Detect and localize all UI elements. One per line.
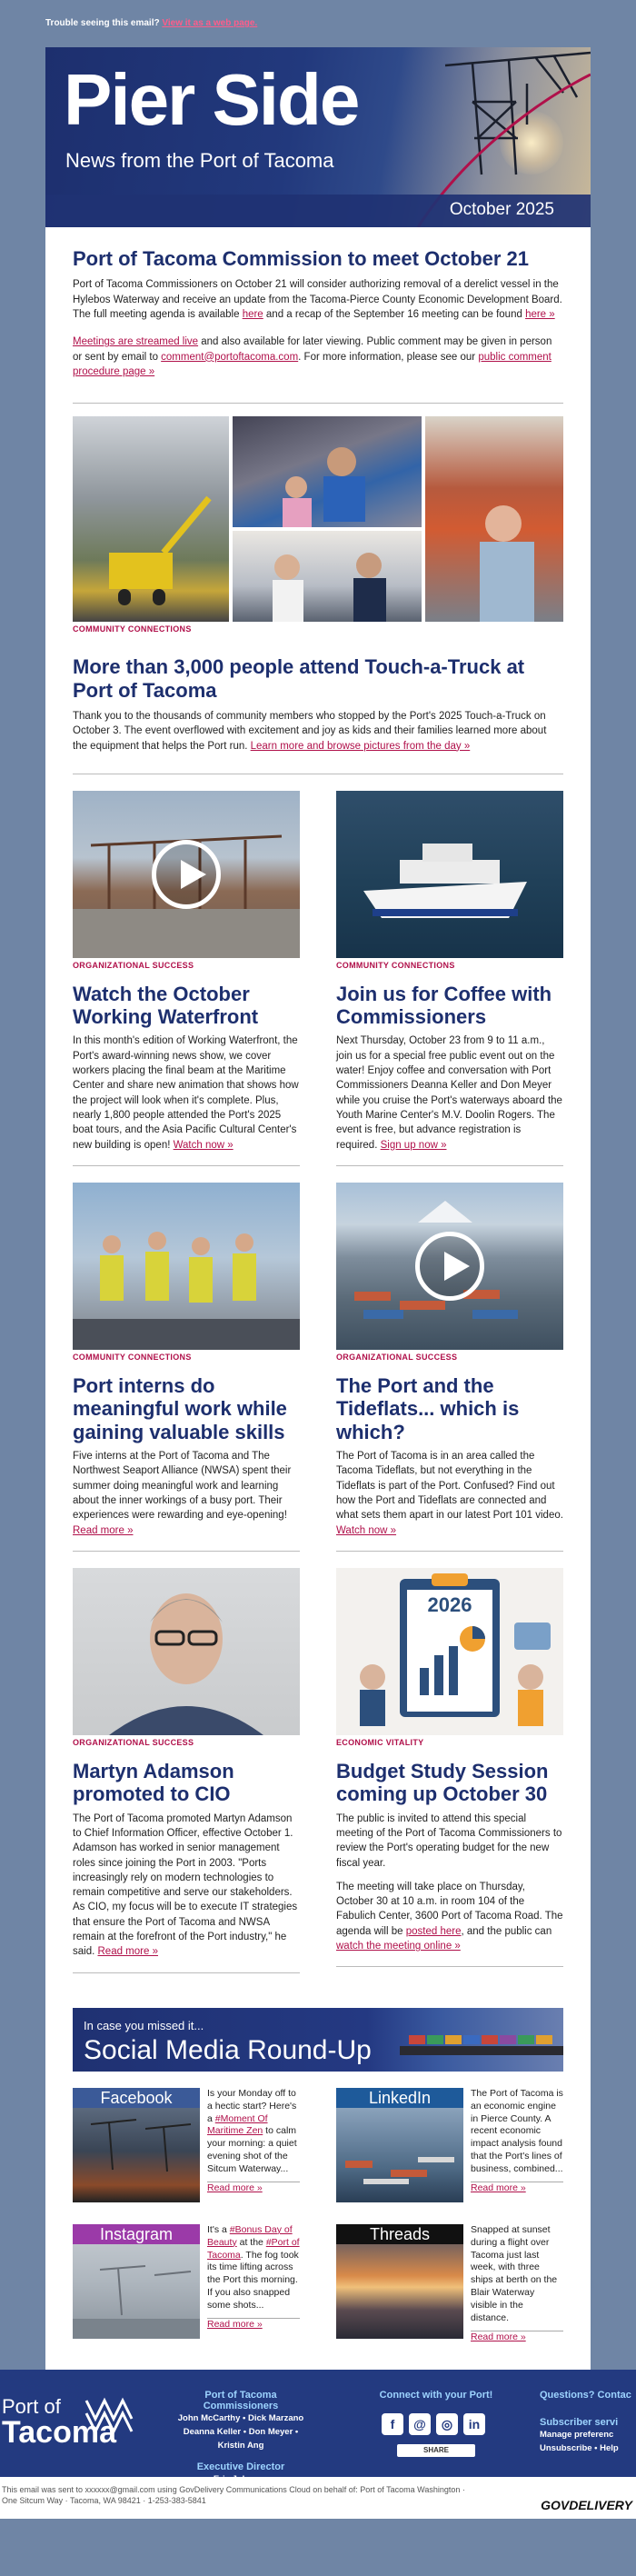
commissioners-line-1: John McCarthy • Dick Marzano (177, 2412, 304, 2423)
email-body (45, 47, 591, 2370)
logo-top-text: Port of (2, 2394, 61, 2418)
social-banner-small: In case you missed it... (84, 2018, 204, 2032)
crowd-photo (73, 416, 229, 622)
facebook-post (73, 2088, 300, 2202)
footer (0, 2370, 636, 2477)
threads-post (336, 2224, 563, 2344)
instagram-label: Instagram (73, 2224, 200, 2244)
port-of-tacoma-logo[interactable] (2, 2394, 138, 2461)
threads-post-image[interactable] (336, 2224, 463, 2339)
touch-a-truck-photo-collage[interactable] (73, 416, 563, 622)
unsubscribe-help-link[interactable]: Unsubscribe • Help (540, 2442, 619, 2453)
logo-wave-icon (82, 2391, 136, 2437)
newsletter-title: Pier Side (64, 59, 359, 140)
post-text: Is your Monday off to a hectic start? Here's a (207, 2087, 297, 2124)
play-icon[interactable] (415, 1232, 484, 1301)
article-heading: Budget Study Session coming up October 30 (336, 1759, 549, 1806)
disclaimer-line-1: This email was sent to xxxxxx@gmail.com using GovDelivery Communications Cloud on behalf of: Port of Tacoma Washington · (2, 2484, 465, 2494)
commission-paragraph-2 (73, 334, 563, 379)
article-text: Five interns at the Port of Tacoma and The Northwest Seaport Alliance (NWSA) spent their summer doing meaningful work and learning about the inner workings of a busy port. Their experiences were rewarding and eye-opening! (73, 1450, 292, 1522)
touch-a-truck-tag: COMMUNITY CONNECTIONS (73, 624, 192, 634)
commissioners-line-2: Deanna Keller • Don Meyer • Kristin Ang (183, 2426, 299, 2451)
hashtag-link[interactable]: #Port of Tacoma (207, 2236, 300, 2261)
newsletter-subtitle: News from the Port of Tacoma (65, 149, 334, 172)
article-heading: Watch the October Working Waterfront (73, 982, 259, 1029)
article-tag: COMMUNITY CONNECTIONS (336, 960, 455, 970)
linkedin-post-text (463, 2088, 563, 2202)
read-more-link[interactable]: Read more » (471, 2331, 526, 2342)
article-body (73, 1033, 300, 1153)
connect-title: Connect with your Port! (379, 2389, 493, 2401)
article-body (73, 1449, 300, 1538)
coffee-with-commissioners-article (336, 791, 563, 1166)
divider (73, 1972, 300, 1973)
public-comment-link[interactable]: public comment procedure page » (73, 351, 552, 377)
post-text: The Port of Tacoma is an economic engine in Pierce County. A recent economic impact analysis found that the Port's lines of business, combined... (471, 2087, 563, 2174)
facebook-post-image[interactable] (73, 2088, 200, 2202)
commission-article (45, 227, 591, 403)
masthead-banner (45, 47, 591, 227)
subscriber-services-title: Subscriber servi (540, 2416, 619, 2428)
executive-director-title: Executive Director (196, 2461, 285, 2473)
read-more-link[interactable]: Read more » (207, 2182, 263, 2193)
hashtag-link[interactable]: #Bonus Day of Beauty (207, 2223, 293, 2248)
article-tag: ORGANIZATIONAL SUCCESS (336, 1353, 458, 1363)
questions-link[interactable]: Questions? Contac (540, 2389, 631, 2401)
commission-text: and also available for later viewing. Public comment may be given in person or sent by email to (73, 336, 552, 363)
linkedin-post (336, 2088, 563, 2202)
bottom-disclaimer (0, 2477, 636, 2519)
article-body: The public is invited to attend this special meeting of the Port of Tacoma Commissioners to review the Port's operating budget for the new fiscal year. (336, 1812, 562, 1869)
martyn-adamson-article (73, 1568, 300, 1973)
post-text: at the (236, 2236, 266, 2248)
commission-text: and a recap of the September 16 meeting can be found (263, 308, 526, 320)
facebook-post-text (200, 2088, 300, 2202)
threads-post-text (463, 2224, 563, 2344)
commissioners-column (173, 2390, 309, 2487)
post-text: . The fog took its time lifting across the Port this morning. If you also snapped some shots... (207, 2249, 299, 2311)
logo-bottom-text: Tacoma (2, 2414, 116, 2450)
agenda-posted-link[interactable]: posted here (405, 1925, 462, 1937)
article-body (336, 1033, 563, 1153)
social-media-banner (73, 2008, 563, 2072)
watch-now-link[interactable]: Watch now » (336, 1524, 397, 1536)
port-interns-article (73, 1183, 300, 1552)
article-text: Next Thursday, October 23 from 9 to 11 a.m., join us for a special free public event out on the water! Enjoy coffee and conversation with Port Commissioners Deanna Keller and Don Meyer while you cruise the Port's waterways aboard the Youth Marine Center's M.V. Doolin Rogers. The event is free, but advance registration is required. (336, 1035, 562, 1151)
commissioners-title: Port of Tacoma Commissioners (203, 2389, 279, 2411)
linkedin-post-image[interactable] (336, 2088, 463, 2202)
divider (336, 1551, 563, 1552)
articles-row-3 (45, 1552, 591, 2008)
tideflats-video[interactable] (336, 1183, 563, 1350)
article-heading: Martyn Adamson promoted to CIO (73, 1759, 234, 1806)
budget-illustration[interactable] (336, 1568, 563, 1735)
instagram-post (73, 2224, 300, 2344)
linkedin-icon[interactable]: in (463, 2413, 485, 2435)
article-text: The meeting will take place on Thursday, October 30 at 10 a.m. in room 104 of the Fabulich Center, 3600 Port of Tacoma Road. The agenda will be (336, 1881, 563, 1937)
kids-in-truck-photo (233, 416, 422, 527)
commission-paragraph-1 (73, 277, 563, 322)
disclaimer-line-2: One Sitcum Way · Tacoma, WA 98421 · 1-253-383-5841 (2, 2495, 206, 2505)
article-text: The Port of Tacoma is in an area called the Tacoma Tideflats, but not everything in the Tideflats is part of the Port. Confused? Find out how the Port and Tideflats are connected and what sets them apart in our latest Port 101 video. (336, 1450, 563, 1522)
social-row-1 (45, 2072, 591, 2202)
watch-now-link[interactable]: Watch now » (173, 1139, 234, 1151)
instagram-post-image[interactable] (73, 2224, 200, 2339)
hashtag-link[interactable]: #Moment Of Maritime Zen (207, 2112, 268, 2137)
girl-smiling-photo (425, 416, 563, 622)
touch-a-truck-body (73, 709, 563, 774)
commission-heading: Port of Tacoma Commission to meet October 21 (73, 247, 530, 270)
read-more-link[interactable]: Read more » (97, 1946, 158, 1958)
article-body (73, 1812, 300, 1960)
subscriber-column (540, 2390, 636, 2455)
post-text: It's a (207, 2223, 230, 2235)
comment-email-link[interactable]: comment@portoftacoma.com (161, 351, 299, 363)
commission-text: Port of Tacoma Commissioners on October 21 will consider authorizing removal of a derelict vessel in the Hylebos Waterway and receive an update from the Tacoma-Pierce County Economic Development Board. The full meeting agenda is available (73, 279, 562, 320)
preheader-text: Trouble seeing this email? (45, 18, 160, 28)
view-web-page-link[interactable]: View it as a web page. (162, 18, 258, 28)
boat-photo[interactable] (336, 791, 563, 958)
post-text: to calm your morning: a quiet evening shot of the Sitcum Waterway... (207, 2125, 297, 2174)
threads-label: Threads (336, 2224, 463, 2244)
touch-a-truck-article (45, 404, 591, 774)
article-tag: COMMUNITY CONNECTIONS (73, 1353, 192, 1363)
container-ship-graphic (400, 2008, 563, 2072)
article-text: In this month's edition of Working Waterfront, the Port's award-winning news show, we cover workers placing the final beam at the Maritime Center and share new animation that shows how the project will look when it's complete. Plus, nearly 1,800 people attended the Port's 2025 boat tours, and the Asia Pacific Cultural Center's new building is open! (73, 1035, 299, 1151)
read-more-link[interactable]: Read more » (73, 1524, 134, 1536)
touch-a-truck-link[interactable]: Learn more and browse pictures from the day » (250, 740, 471, 752)
budget-study-session-article (336, 1568, 563, 1973)
article-heading: The Port and the Tideflats... which is which? (336, 1374, 520, 1443)
threads-icon[interactable]: @ (409, 2413, 431, 2435)
divider (336, 1165, 563, 1166)
article-body (336, 1449, 563, 1538)
divider (73, 1551, 300, 1552)
port-and-tideflats-article (336, 1183, 563, 1552)
article-tag: ECONOMIC VITALITY (336, 1737, 424, 1747)
working-waterfront-video[interactable] (73, 791, 300, 958)
play-icon[interactable] (152, 840, 221, 909)
instagram-icon[interactable]: ◎ (436, 2413, 458, 2435)
working-waterfront-article (73, 791, 300, 1166)
touch-a-truck-heading: More than 3,000 people attend Touch-a-Truck at Port of Tacoma (73, 655, 525, 702)
watch-meeting-link[interactable]: watch the meeting online » (336, 1941, 461, 1952)
article-text: The Port of Tacoma promoted Martyn Adamson to Chief Information Officer, effective October 1. Adamson has worked in senior management roles since joining the Port in 2003. "Ports increasingly rely on modern technologies to remain competitive and serve our stakeholders. As CIO, my focus will be to execute IT strategies that ensure the Port of Tacoma and NWSA remain at the forefront of the Port industry," he said. (73, 1812, 298, 1958)
linkedin-label: LinkedIn (336, 2088, 463, 2108)
recap-link[interactable]: here » (525, 308, 555, 320)
article-tag: ORGANIZATIONAL SUCCESS (73, 960, 194, 970)
articles-row-1 (45, 774, 591, 1166)
streamed-live-link[interactable]: Meetings are streamed live (73, 336, 199, 348)
social-icons (373, 2413, 500, 2435)
budget-year-label: 2026 (427, 1593, 472, 1616)
facebook-icon[interactable]: f (382, 2413, 403, 2435)
social-banner-title: Social Media Round-Up (84, 2034, 372, 2065)
agenda-link[interactable]: here (242, 308, 263, 320)
facebook-label: Facebook (73, 2088, 200, 2108)
govdelivery-logo[interactable]: GOVDELIVERY (541, 2497, 632, 2512)
share-button[interactable]: SHARE (397, 2444, 475, 2457)
article-text: , and the public can (461, 1925, 552, 1937)
sign-up-link[interactable]: Sign up now » (380, 1139, 447, 1151)
read-more-link[interactable]: Read more » (207, 2318, 263, 2330)
interns-photo[interactable] (73, 1183, 300, 1350)
commission-text: . For more information, please see our (298, 351, 479, 363)
touch-a-truck-text: Thank you to the thousands of community members who stopped by the Port's 2025 Touch-a-Truck on October 3. The event overflowed with excitement and joy as kids and their families learned more about the equipment that helps the Port run. (73, 710, 547, 752)
post-text: Snapped at sunset during a flight over Tacoma just last week, with three ships at berth on the Blair Waterway visible in the distance. (471, 2223, 558, 2323)
divider (73, 1165, 300, 1166)
social-row-2 (45, 2202, 591, 2370)
article-heading: Join us for Coffee with Commissioners (336, 982, 552, 1029)
article-heading: Port interns do meaningful work while gaining valuable skills (73, 1374, 287, 1443)
kids-excited-photo (233, 531, 422, 622)
connect-column (373, 2390, 500, 2457)
preheader (0, 0, 636, 47)
instagram-post-text (200, 2224, 300, 2344)
articles-row-2 (45, 1166, 591, 1552)
martyn-adamson-portrait[interactable] (73, 1568, 300, 1735)
read-more-link[interactable]: Read more » (471, 2182, 526, 2193)
divider (336, 1966, 563, 1967)
article-tag: ORGANIZATIONAL SUCCESS (73, 1737, 194, 1747)
issue-date: October 2025 (449, 200, 554, 219)
article-body (336, 1880, 563, 1954)
manage-preferences-link[interactable]: Manage preferenc (540, 2429, 614, 2440)
